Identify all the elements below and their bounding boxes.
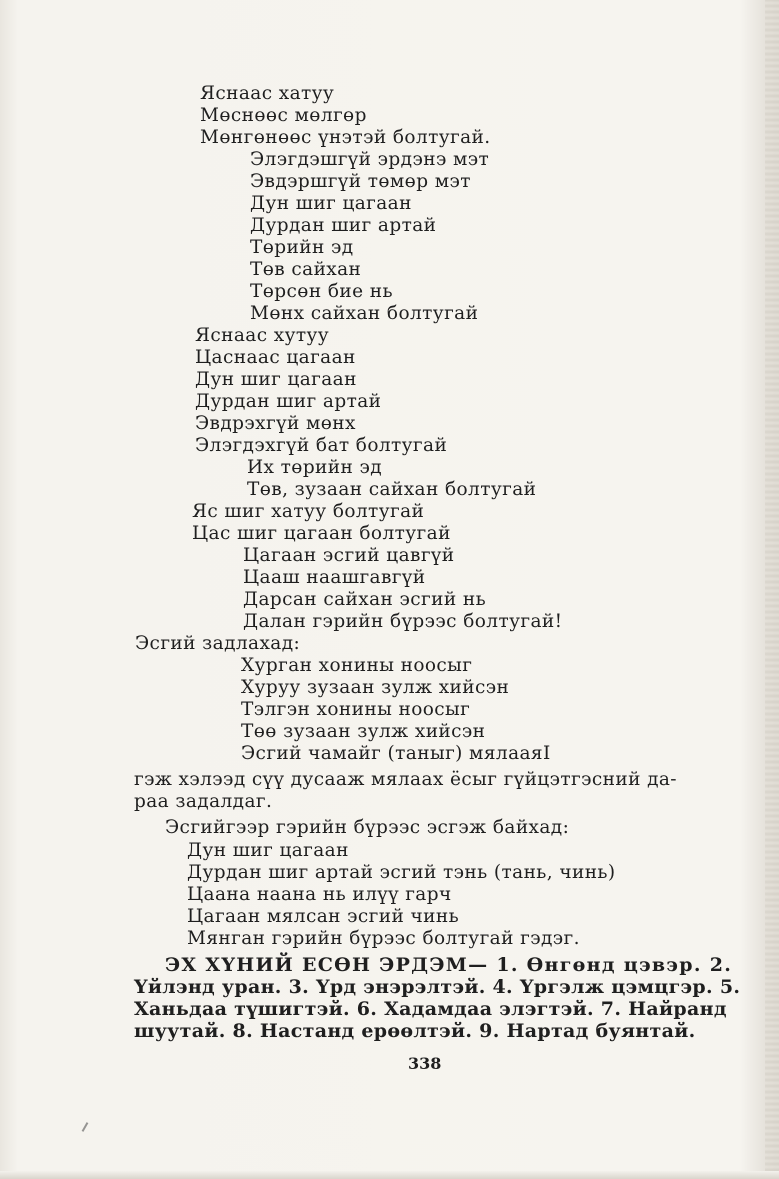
poem-line: Төв, зузаан сайхан болтугай	[247, 479, 537, 500]
poem-line: Төв сайхан	[250, 259, 362, 280]
poem-line: Эсгий задлахад:	[135, 633, 301, 654]
poem-line: Дарсан сайхан эсгий нь	[243, 589, 487, 610]
poem-line: Мөснөөс мөлгөр	[200, 105, 367, 126]
poem-line: Далан гэрийн бүрээс болтугай!	[243, 611, 563, 632]
poem-line: Эвдрэхгүй мөнх	[195, 413, 356, 434]
poem-line: Хурган хонины ноосыг	[241, 655, 473, 676]
poem-line: Яснаас хатуу	[200, 83, 335, 104]
verse-line: Мянган гэрийн бүрээс болтугай гэдэг.	[187, 928, 580, 949]
poem-line: Мөнгөнөөс үнэтэй болтугай.	[200, 127, 491, 148]
page-number: 338	[408, 1054, 442, 1073]
section-heading: ЭХ ХҮНИЙ ЕСӨН ЭРДЭМ— 1. Өнгөнд цэвэр. 2.	[165, 954, 733, 976]
poem-line: Дурдан шиг артай	[195, 391, 382, 412]
page-edge-shadow	[765, 0, 779, 1179]
poem-line: Элэгдэхгүй бат болтугай	[195, 435, 448, 456]
prose-line: раа задалдаг.	[134, 791, 273, 812]
poem-line: Тэлгэн хонины ноосыг	[241, 699, 471, 720]
poem-line: Мөнх сайхан болтугай	[250, 303, 479, 324]
poem-line: Дурдан шиг артай	[250, 215, 437, 236]
poem-line: Төрийн эд	[250, 237, 354, 258]
poem-line: Их төрийн эд	[247, 457, 383, 478]
verse-line: Дун шиг цагаан	[187, 840, 349, 861]
poem-line: Цас шиг цагаан болтугай	[192, 523, 451, 544]
poem-line: Төрсөн бие нь	[250, 281, 393, 302]
poem-line: Элэгдэшгүй эрдэнэ мэт	[250, 149, 490, 170]
page-bottom-edge	[0, 1171, 779, 1179]
verse-line: Цаана наана нь илүү гарч	[187, 884, 452, 905]
poem-line: Цагаан эсгий цавгүй	[243, 545, 455, 566]
verse-line: Цагаан мялсан эсгий чинь	[187, 906, 460, 927]
body-line: шуутай. 8. Настанд ерөөлтэй. 9. Нартад буянтай.	[134, 1020, 696, 1042]
verse-line: Дурдан шиг артай эсгий тэнь (тань, чинь)	[187, 862, 616, 883]
poem-line: Төө зузаан зулж хийсэн	[241, 721, 486, 742]
prose-line: Эсгийгээр гэрийн бүрээс эсгэж байхад:	[165, 817, 570, 838]
poem-line: Эвдэршгүй төмөр мэт	[250, 171, 471, 192]
poem-line: Цаснаас цагаан	[195, 347, 356, 368]
poem-line: Эсгий чамайг (таныг) мялааяI	[241, 743, 551, 764]
poem-line: Цааш наашгавгүй	[243, 567, 426, 588]
poem-line: Дун шиг цагаан	[195, 369, 357, 390]
poem-line: Дун шиг цагаан	[250, 193, 412, 214]
poem-line: Яснаас хутуу	[195, 325, 330, 346]
body-line: Үйлэнд уран. 3. Үрд энэрэлтэй. 4. Үргэлж цэмцгэр. 5.	[134, 976, 741, 998]
poem-line: Яс шиг хатуу болтугай	[192, 501, 425, 522]
prose-line: гэж хэлээд сүү дусааж мялаах ёсыг гүйцэтгэсний да-	[134, 769, 677, 790]
poem-line: Хуруу зузаан зулж хийсэн	[241, 677, 510, 698]
body-line: Ханьдаа түшигтэй. 6. Хадамдаа элэгтэй. 7. Найранд	[134, 998, 727, 1020]
